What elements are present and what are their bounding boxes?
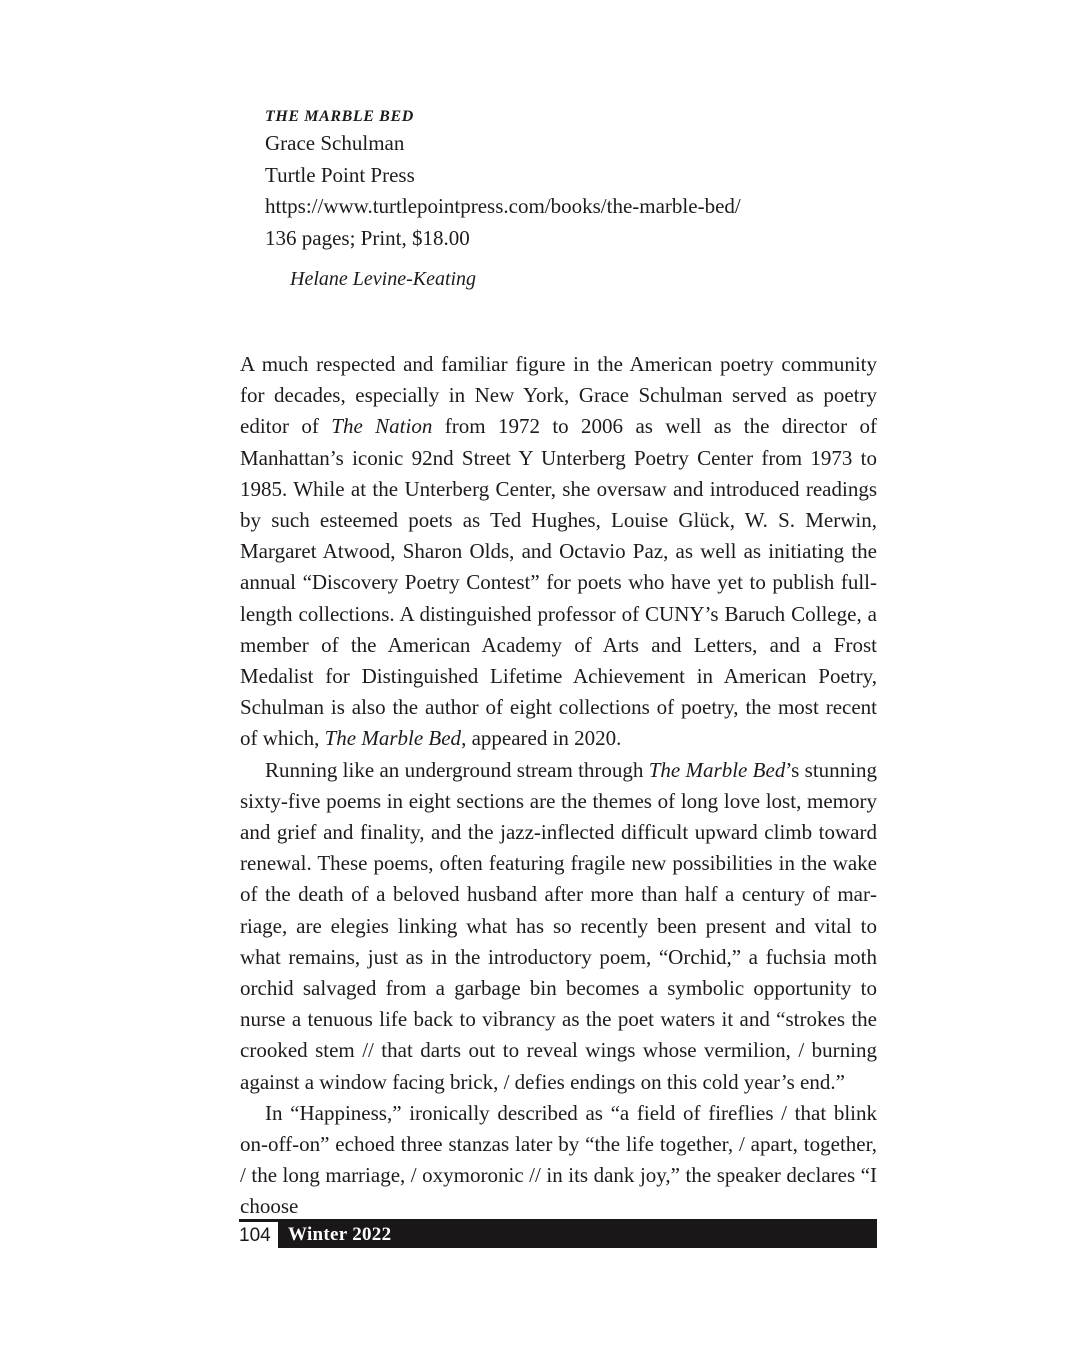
book-url: https://www.turtlepointpress.com/books/the-marble-bed/	[265, 194, 741, 218]
page-number: 104	[239, 1225, 271, 1246]
text-run: In “Happiness,” ironically described as “a field of fireflies / that blink on-off-on” echoed three stanzas later by “the life together, / apart, together, / the long marriage, / oxymoronic // in its dank joy,” the speaker declares “I choose	[240, 1100, 877, 1219]
book-title: THE MARBLE BED	[265, 108, 414, 125]
book-metadata	[265, 106, 865, 293]
issue-label: Winter 2022	[288, 1224, 392, 1245]
book-publisher: Turtle Point Press	[265, 162, 415, 187]
italic-title: The Marble Bed	[648, 757, 786, 782]
review-body	[240, 349, 877, 1223]
paragraph-1	[240, 349, 877, 755]
text-run: , appeared in 2020.	[461, 726, 622, 751]
issue-bar	[278, 1219, 877, 1248]
book-author: Grace Schulman	[265, 131, 405, 155]
text-run: Running like an underground stream through	[265, 757, 649, 782]
text-run: ’s stunning sixty-five poems in eight sections are the themes of long love lost, memory and grief and finality, and the jazz-inflected difficult upward climb toward renewal. These poems, often featuring fragile new possibilities in the wake of the death of a beloved husband after more than half a century of marriage, are elegies linking what has so recently been present and vital to what remains, just as in the introductory poem, “Orchid,” a fuchsia moth orchid salvaged from a garbage bin becomes a symbolic opportunity to nurse a tenuous life back to vibrancy as the poet waters it and “strokes the crooked stem // that darts out to reveal wings whose vermilion, / burning against a window facing brick, / defies endings on this cold year’s end.”	[240, 757, 877, 1094]
paragraph-2	[240, 755, 877, 1098]
text-run: from 1972 to 2006 as well as the director of Manhattan’s iconic 92nd Street Y Unterberg Poetry Center from 1973 to 1985. While at the Unterberg Center, she oversaw and introduced readings by such esteemed poets as Ted Hughes, Louise Glück, W. S. Merwin, Margaret Atwood, Sharon Olds, and Octavio Paz, as well as initiating the annual “Discovery Poetry Contest” for poets who have yet to publish full-length collections. A distinguished professor of CUNY’s Baruch College, a member of the American Academy of Arts and Letters, and a Frost Medalist for Distinguished Lifetime Achievement in American Poetry, Schulman is also the author of eight collections of poetry, the most recent of which,	[240, 414, 877, 751]
italic-title: The Nation	[331, 414, 433, 439]
italic-title: The Marble Bed	[324, 726, 462, 751]
reviewer-name: Helane Levine-Keating	[290, 268, 477, 290]
paragraph-3	[240, 1098, 877, 1223]
text-run: A much respected and familiar figure in the American poetry community for decades, especially in New York, Grace Schulman served as poetry editor of	[240, 352, 877, 439]
book-details: 136 pages; Print, $18.00	[265, 225, 470, 250]
page-footer	[239, 1219, 877, 1248]
